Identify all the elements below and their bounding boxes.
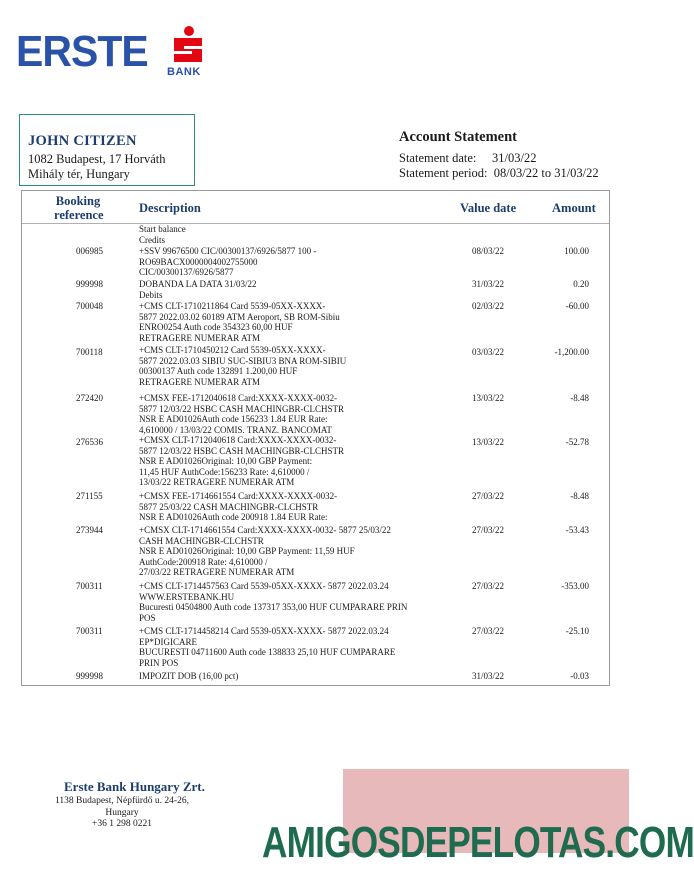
row-6-desc-line: NSR E AD01026Original: 10,00 GBP Payment: [139, 456, 313, 467]
logo-bank: BANK [167, 66, 201, 78]
row-10-description [139, 626, 395, 668]
row-7-ref: 271155 [76, 491, 103, 501]
row-4-desc-line: RETRAGERE NUMERAR ATM [139, 376, 261, 387]
row-9-desc-line: +CMS CLT-1714457563 Card 5539-05XX-XXXX- 5877 2022.03.24 [139, 581, 389, 591]
row-2-desc-line: DOBANDA LA DATA 31/03/22 [139, 279, 257, 289]
row-11-ref: 999998 [76, 671, 103, 681]
row-5-amount: -8.48 [570, 393, 589, 403]
row-6-description [139, 435, 344, 488]
row-3-desc-line: ENRO0254 Auth code 354323 60,00 HUF [139, 322, 293, 333]
row-9-description [139, 581, 407, 623]
row-2-amount: 0.20 [573, 279, 589, 289]
row-8-desc-line: 27/03/22 RETRAGERE NUMERAR ATM [139, 567, 295, 578]
row-1-desc-line: CIC/00300137/6926/5877 [139, 267, 234, 278]
row-1-value-date: 08/03/22 [472, 246, 505, 256]
row-4-ref: 700118 [76, 347, 103, 357]
row-11-desc-line: IMPOZIT DOB (16,00 pct) [139, 671, 239, 681]
row-5-desc-line: 4,610000 / 13/03/22 COMIS. TRANZ. BANCOMAT [139, 424, 332, 435]
row-4-desc-line: 00300137 Auth code 132891 1.200,00 HUF [139, 366, 298, 377]
row-8-ref: 273944 [76, 525, 103, 535]
row-0-description [139, 224, 186, 245]
customer-name: JOHN CITIZEN [28, 133, 137, 149]
header-amount: Amount [552, 201, 596, 215]
statement-title: Account Statement [399, 129, 517, 145]
row-2-ref: 999998 [76, 279, 103, 289]
row-8-desc-line: AuthCode:200918 Rate: 4,610000 / [139, 556, 268, 567]
row-7-desc-line: NSR E AD01026Auth code 200918 1.84 EUR Rate: [139, 512, 328, 523]
row-9-desc-line: POS [139, 612, 156, 623]
row-5-desc-line: 5877 12/03/22 HSBC CASH MACHINGBR-CLCHSTR [139, 403, 345, 414]
row-7-desc-line: +CMSX FEE-1714661554 Card:XXXX-XXXX-0032- [139, 491, 338, 501]
statement-date-label: Statement date: [399, 151, 477, 165]
row-1-desc-line: RO69BACX0000004002755000 [139, 256, 258, 267]
row-10-ref: 700311 [76, 626, 103, 636]
row-9-value-date: 27/03/22 [472, 581, 505, 591]
customer-address-line1: 1082 Budapest, 17 Horváth [28, 152, 166, 166]
row-4-desc-line: 5877 2022.03.03 SIBIU SUC-SIBIU3 BNA ROM-SIBIU [139, 355, 347, 366]
row-1-amount: 100.00 [564, 246, 589, 256]
row-4-desc-line: +CMS CLT-1710450212 Card 5539-05XX-XXXX- [139, 345, 326, 355]
row-10-desc-line: PRIN POS [139, 657, 179, 668]
row-4-description [139, 345, 346, 387]
row-5-desc-line: NSR E AD01026Auth code 156233 1.84 EUR Rate: [139, 414, 328, 425]
row-4-amount: -1,200.00 [554, 347, 589, 357]
header-description: Description [139, 201, 201, 215]
row-9-desc-line: Bucuresti 04504800 Auth code 137317 353,00 HUF CUMPARARE PRIN [139, 602, 408, 613]
row-11-description [139, 671, 238, 682]
header-value-date: Value date [460, 201, 517, 215]
logo-word: ERSTE [16, 27, 148, 76]
erste-s-symbol-icon [166, 26, 206, 66]
row-8-desc-line: +CMSX CLT-1714661554 Card:XXXX-XXXX-0032- 5877 25/03/22 [139, 525, 391, 535]
row-5-value-date: 13/03/22 [472, 393, 505, 403]
footer-company-name: Erste Bank Hungary Zrt. [64, 779, 205, 794]
header-booking-1: Booking [55, 194, 101, 208]
row-8-desc-line: CASH MACHINGBR-CLCHSTR [139, 535, 264, 546]
row-6-desc-line: 5877 12/03/22 HSBC CASH MACHINGBR-CLCHSTR [139, 445, 345, 456]
header-booking-2: reference [54, 208, 104, 222]
transactions-table [21, 190, 610, 686]
row-11-value-date: 31/03/22 [472, 671, 505, 681]
row-3-desc-line: RETRAGERE NUMERAR ATM [139, 332, 261, 343]
row-7-desc-line: 5877 25/03/22 CASH MACHINGBR-CLCHSTR [139, 501, 319, 512]
row-5-desc-line: +CMSX FEE-1712040618 Card:XXXX-XXXX-0032- [139, 393, 338, 403]
header-booking-reference [54, 194, 102, 222]
header-divider [22, 223, 609, 224]
row-7-amount: -8.48 [570, 491, 589, 501]
erste-bank-logo [16, 26, 206, 80]
row-3-value-date: 02/03/22 [472, 301, 505, 311]
row-0-desc-line: Start balance [139, 224, 186, 234]
row-2-description [139, 279, 257, 300]
row-6-desc-line: 11,45 HUF AuthCode:156233 Rate: 4,610000 / [139, 466, 310, 477]
row-8-amount: -53.43 [565, 525, 589, 535]
row-4-value-date: 03/03/22 [472, 347, 505, 357]
row-8-desc-line: NSR E AD01026Original: 10,00 GBP Payment: 11,59 HUF [139, 546, 355, 557]
row-6-ref: 276536 [76, 437, 103, 447]
row-1-desc-line: +SSV 99676500 CIC/00300137/6926/5877 100 - [139, 246, 317, 256]
row-9-amount: -353.00 [561, 581, 589, 591]
row-10-amount: -25.10 [565, 626, 589, 636]
row-3-description [139, 301, 340, 343]
row-11-amount: -0.03 [570, 671, 589, 681]
footer-phone: +36 1 298 0221 [92, 819, 152, 829]
row-0-desc-line: Credits [139, 234, 165, 245]
customer-address-line2: Mihály tér, Hungary [28, 167, 130, 181]
statement-period-value: 08/03/22 to 31/03/22 [493, 166, 599, 180]
statement-date-value: 31/03/22 [492, 151, 537, 165]
row-2-desc-line: Debits [139, 289, 163, 300]
row-3-amount: -60.00 [565, 301, 589, 311]
row-3-desc-line: +CMS CLT-1710211864 Card 5539-05XX-XXXX- [139, 301, 326, 311]
row-10-value-date: 27/03/22 [472, 626, 505, 636]
row-8-description [139, 525, 391, 578]
row-7-description [139, 491, 337, 523]
row-6-desc-line: 13/03/22 RETRAGERE NUMERAR ATM [139, 477, 295, 488]
row-5-ref: 272420 [76, 393, 103, 403]
row-7-value-date: 27/03/22 [472, 491, 505, 501]
row-6-amount: -52.78 [565, 437, 589, 447]
statement-period [399, 166, 599, 181]
row-3-desc-line: 5877 2022.03.02 60189 ATM Aeroport, SB ROM-Sibiu [139, 311, 340, 322]
row-1-ref: 006985 [76, 246, 103, 256]
row-5-description [139, 393, 344, 435]
statement-date [399, 151, 536, 166]
row-2-value-date: 31/03/22 [472, 279, 505, 289]
statement-period-label: Statement period: [399, 166, 488, 180]
row-9-desc-line: WWW.ERSTEBANK.HU [139, 591, 235, 602]
row-9-ref: 700311 [76, 581, 103, 591]
row-10-desc-line: +CMS CLT-1714458214 Card 5539-05XX-XXXX- 5877 2022.03.24 [139, 626, 389, 636]
footer-address [52, 796, 192, 831]
row-10-desc-line: EP*DIGICARE [139, 636, 197, 647]
row-6-desc-line: +CMSX CLT-1712040618 Card:XXXX-XXXX-0032- [139, 435, 337, 445]
footer-addr-line2: Hungary [105, 807, 139, 818]
watermark-text: AMIGOSDEPELOTAS.COM [262, 818, 694, 867]
footer-addr-line1: 1138 Budapest, Népfürdő u. 24-26, [55, 796, 189, 806]
row-6-value-date: 13/03/22 [472, 437, 505, 447]
row-8-value-date: 27/03/22 [472, 525, 505, 535]
row-3-ref: 700048 [76, 301, 103, 311]
customer-address-box [19, 114, 195, 186]
row-10-desc-line: BUCURESTI 04711600 Auth code 138833 25,10 HUF CUMPARARE [139, 647, 396, 658]
row-1-description [139, 246, 316, 278]
